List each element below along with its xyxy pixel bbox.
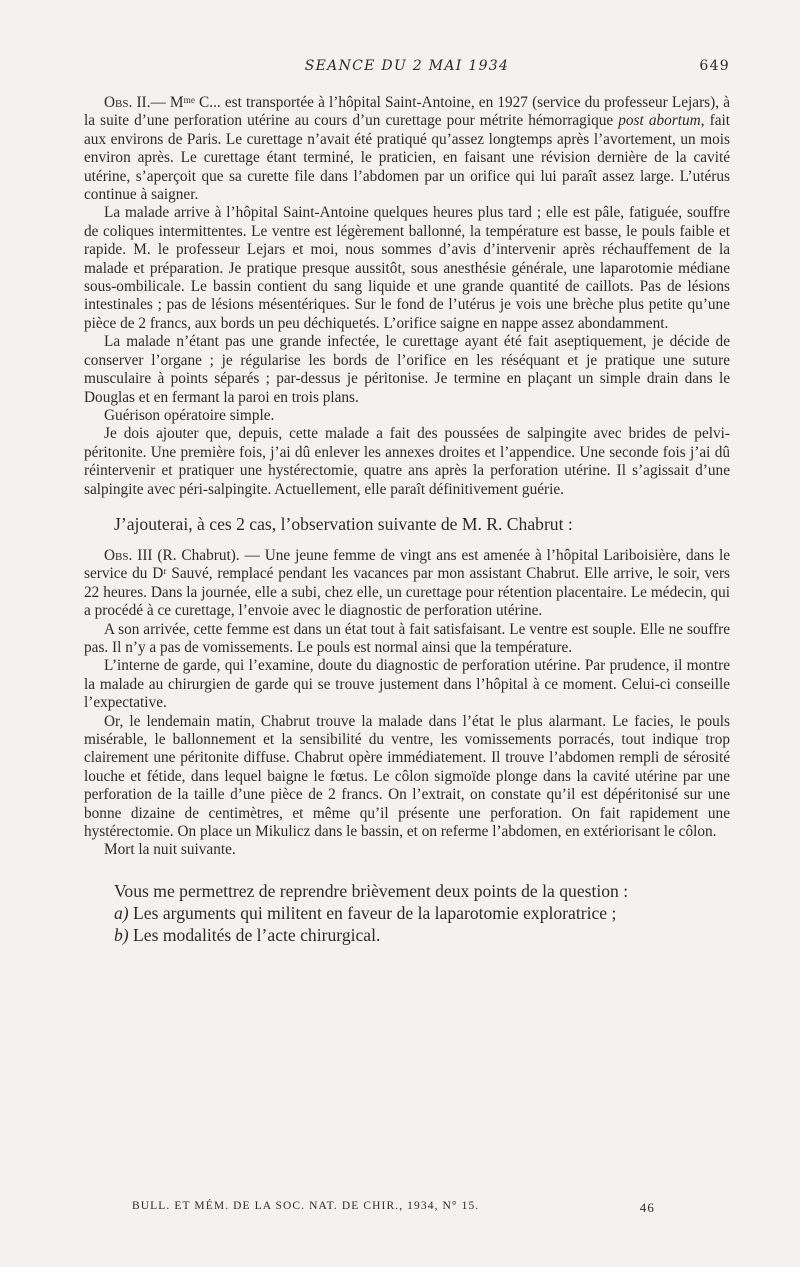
obs2-text-1b: , fait aux environs de Paris. Le curettage n’avait été pratiqué qu’assez longtemps après l’avortement, un mois environ après. Le curettage étant terminé, le praticien, en faisant une révision dernière de la cavité utérine, s’aperçoit que sa curette file dans l’abdomen par un orifice qui lui paraît assez large. L’utérus continue à saigner. — [84, 112, 730, 204]
obs2-paragraph-2: La malade arrive à l’hôpital Saint-Antoine quelques heures plus tard ; elle est pâle, fatiguée, souffre de coliques intermittentes. Le ventre est légèrement ballonné, la température est basse, le pouls faible et rapide. M. le professeur Lejars et moi, nous sommes d’avis d’intervenir après réchauffement de la malade et préparation. Je pratique presque aussitôt, sous anesthésie générale, une laparotomie médiane sous-ombilicale. Le bassin contient du sang liquide et une grande quantité de caillots. Pas de lésions intestinales ; pas de lésions mésentériques. Sur le fond de l’utérus je vois une brèche plus petite qu’une pièce de 2 francs, aux bords un peu déchiquetés. L’orifice saigne en nappe assez abondamment. — [84, 204, 730, 332]
obs2-paragraph-4: Guérison opératoire simple. — [104, 406, 275, 424]
obs2-paragraph-1 — [84, 94, 730, 204]
item-b-text: Les modalités de l’acte chirurgical. — [128, 924, 381, 945]
obs2-italic-phrase: post abortum — [618, 112, 701, 130]
closing-intro: Vous me permettrez de reprendre brièvement deux points de la question : — [114, 880, 629, 901]
obs2-text-1a: — Mᵐᵉ C... est transportée à l’hôpital Saint-Antoine, en 1927 (service du professeur Lejars), à la suite d’une perforation utérine au cours d’un curettage pour métrite hémorragique — [84, 94, 730, 130]
item-a-letter: a) — [114, 902, 129, 923]
running-title: SEANCE DU 2 MAI 1934 — [304, 58, 510, 74]
footer-citation: BULL. ET MÉM. DE LA SOC. NAT. DE CHIR., 1934, N° 15. — [132, 1200, 480, 1212]
obs2-paragraph-5: Je dois ajouter que, depuis, cette malade a fait des poussées de salpingite avec brides de pelvi-péritonite. Une première fois, j’ai dû enlever les annexes droites et l’appendice. Une seconde fois j’ai dû réintervenir et pratiquer une hystérectomie, quatre ans après la perforation utérine. Il s’agissait d’une salpingite avec péri-salpingite. Actuellement, elle paraît définitivement guérie. — [84, 425, 730, 498]
obs2-paragraph-3: La malade n’étant pas une grande infectée, le curettage ayant été fait aseptiquement, je décide de conserver l’organe ; je régularise les bords de l’orifice en les réséquant et je pratique une suture musculaire à points séparés ; par-dessus je péritonise. Je termine en plaçant un simple drain dans le Douglas et en fermant la paroi en trois plans. — [84, 333, 730, 406]
running-header — [84, 58, 730, 86]
obs2-label: Obs. II. — [104, 94, 151, 111]
closing-section — [84, 880, 730, 946]
item-a-text: Les arguments qui militent en faveur de la laparotomie exploratrice ; — [128, 902, 617, 923]
obs3-paragraph-4: Or, le lendemain matin, Chabrut trouve la malade dans l’état le plus alarmant. Le facies, le pouls misérable, le ballonnement et la sensibilité du ventre, les vomissements porracés, tout indique trop clairement une péritonite diffuse. Chabrut opère immédiatement. Il trouve l’abdomen rempli de sérosité louche et fétide, dans lequel baigne le fœtus. Le côlon sigmoïde plonge dans la cavité utérine par une perforation de la taille d’une pièce de 2 francs. On l’extrait, on constate qu’il est dépéritonisé sur une bonne dizaine de centimètres, et même qu’il présente une perforation. On fait rapidement une hystérectomie. On place un Mikulicz dans le bassin, et on referme l’abdomen, en extériorisant le côlon. — [84, 712, 730, 841]
obs3-paragraph-5: Mort la nuit suivante. — [104, 841, 236, 859]
obs3-paragraph-1 — [84, 547, 730, 621]
closing-item-a — [84, 902, 730, 924]
page-number: 649 — [699, 58, 730, 74]
item-b-letter: b) — [114, 924, 129, 945]
signature-mark: 46 — [639, 1200, 655, 1215]
obs3-paragraph-2: A son arrivée, cette femme est dans un état tout à fait satisfaisant. Le ventre est souple. Elle ne souffre pas. Il n’y a pas de vomissements. Le pouls est normal ainsi que la température. — [84, 620, 730, 656]
obs3-paragraph-3: L’interne de garde, qui l’examine, doute du diagnostic de perforation utérine. Par prudence, il montre la malade au chirurgien de garde qui se trouve justement dans l’hôpital à ce moment. Celui-ci conseille l’expectative. — [84, 657, 730, 712]
obs3-text-1: (R. Chabrut). — Une jeune femme de vingt ans est amenée à l’hôpital Lariboisière, dans le service du Dʳ Sauvé, remplacé pendant les vacances par mon assistant Chabrut. Elle arrive, le soir, vers 22 heures. Dans la journée, elle a subi, chez elle, un curettage pour rétention placentaire. Le médecin, qui a procédé à ce curettage, l’envoie avec le diagnostic de perforation utérine. — [84, 546, 730, 620]
lead-sentence: J’ajouterai, à ces 2 cas, l’observation suivante de M. R. Chabrut : — [114, 513, 573, 534]
closing-item-b — [84, 924, 730, 946]
article-body — [84, 94, 730, 860]
obs3-label: Obs. III — [104, 546, 153, 564]
